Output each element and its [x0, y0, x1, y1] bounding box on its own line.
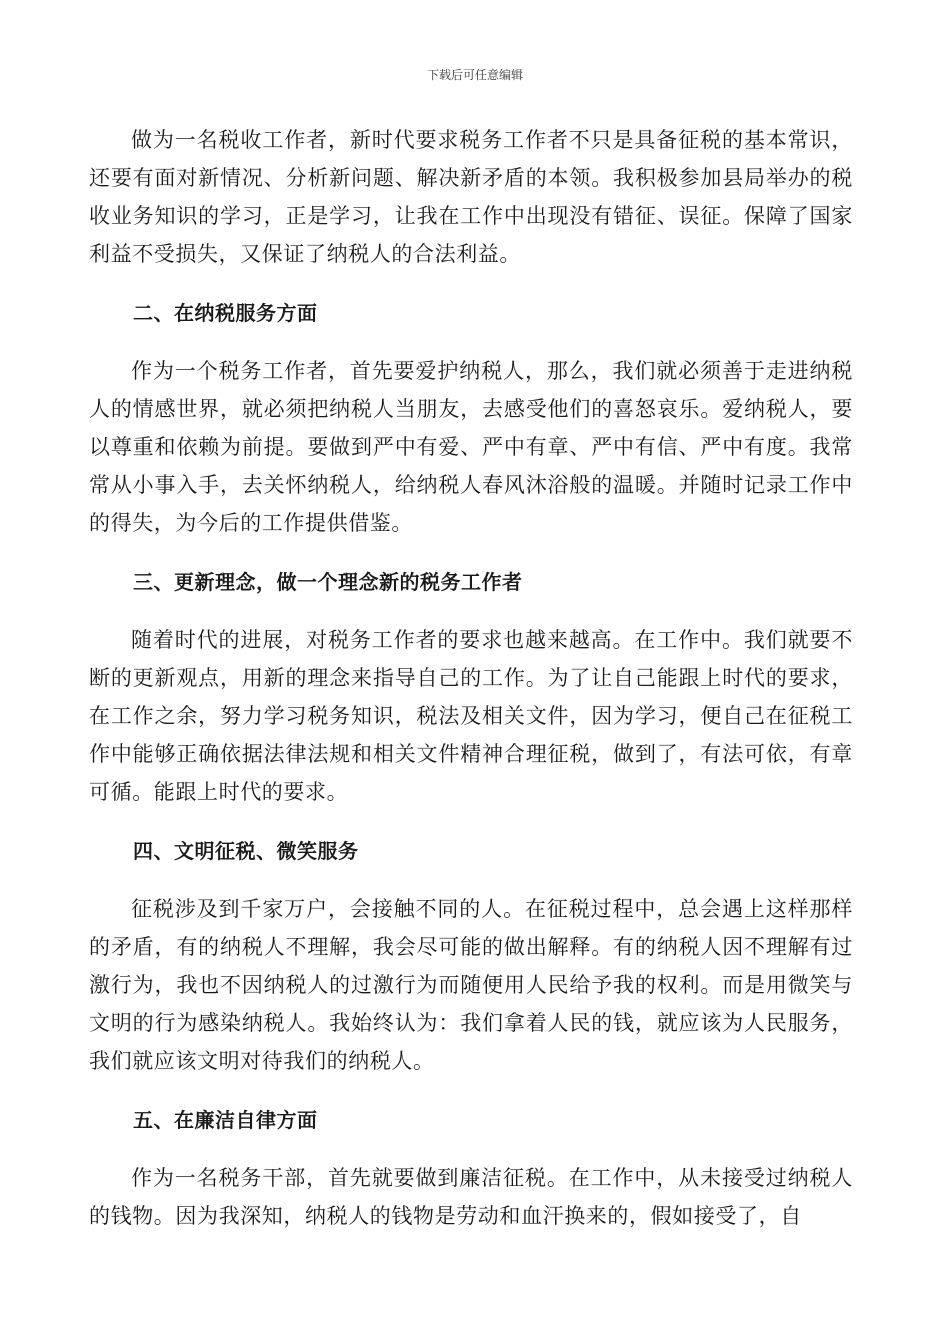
section-heading-5: 五、在廉洁自律方面	[133, 1108, 318, 1132]
paragraph-3: 随着时代的进展，对税务工作者的要求也越来越高。在工作中。我们就要不断的更新观点，用新的理念来指导自己的工作。为了让自己能跟上时代的要求，在工作之余，努力学习税务知识，税法及相关文件，因为学习，便自己在征税工作中能够正确依据法律法规和相关文件精神合理征税，做到了，有法可依，有章可循。能跟上时代的要求。	[89, 628, 853, 804]
document-body	[89, 121, 853, 1235]
paragraph-4: 征税涉及到千家万户，会接触不同的人。在征税过程中，总会遇上这样那样的矛盾，有的纳税人不理解，我会尽可能的做出解释。有的纳税人因不理解有过激行为，我也不因纳税人的过激行为而随便用人民给予我的权利。而是用微笑与文明的行为感染纳税人。我始终认为：我们拿着人民的钱，就应该为人民服务，我们就应该文明对待我们的纳税人。	[89, 897, 853, 1073]
page-header: 下载后可任意编辑	[426, 68, 523, 82]
section-heading-4: 四、文明征税、微笑服务	[133, 839, 359, 863]
paragraph-1: 做为一名税收工作者，新时代要求税务工作者不只是具备征税的基本常识，还要有面对新情况、分析新问题、解决新矛盾的本领。我积极参加县局举办的税收业务知识的学习，正是学习，让我在工作中出现没有错征、误征。保障了国家利益不受损失，又保证了纳税人的合法利益。	[89, 128, 853, 266]
paragraph-2: 作为一个税务工作者，首先要爱护纳税人，那么，我们就必须善于走进纳税人的情感世界，就必须把纳税人当朋友，去感受他们的喜怒哀乐。爱纳税人，要以尊重和依赖为前提。要做到严中有爱、严中有章、严中有信、严中有度。我常常从小事入手，去关怀纳税人，给纳税人春风沐浴般的温暖。并随时记录工作中的得失，为今后的工作提供借鉴。	[89, 359, 853, 535]
section-heading-3: 三、更新理念，做一个理念新的税务工作者	[133, 570, 523, 594]
section-heading-2: 二、在纳税服务方面	[133, 301, 318, 325]
paragraph-5: 作为一名税务干部，首先就要做到廉洁征税。在工作中，从未接受过纳税人的钱物。因为我深知，纳税人的钱物是劳动和血汗换来的，假如接受了，自	[89, 1166, 853, 1228]
